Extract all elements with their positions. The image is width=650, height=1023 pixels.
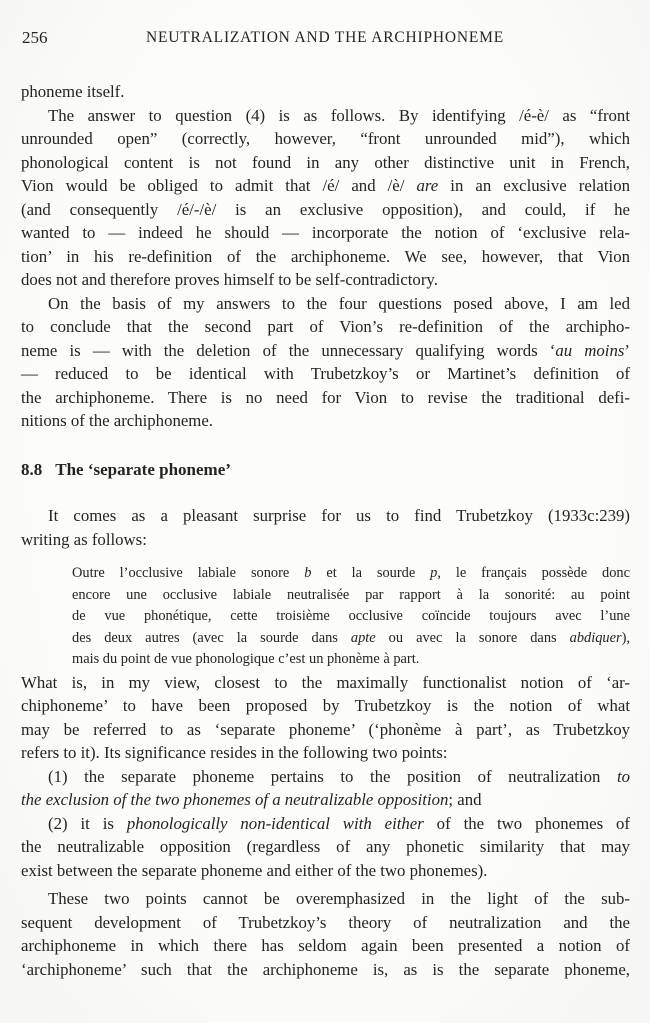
text-line: phonological content is not found in any other distinctive unit in French, xyxy=(21,152,630,172)
text-line: It comes as a pleasant surprise for us to find Trubetzkoy (1933c:239) xyxy=(48,506,630,525)
text-line: What is, in my view, closest to the maximally functionalist notion of ‘ar- xyxy=(21,672,630,692)
quote-line: des deux autres (avec la sourde dans apte ou avec la sonore dans abdiquer), xyxy=(72,629,630,646)
text-line: unrounded open” (correctly, however, “front unrounded mid”), which xyxy=(21,129,630,148)
paragraph-these-two-points xyxy=(21,887,630,981)
text-line: tion’ in his re-definition of the archiphoneme. We see, however, that Vion xyxy=(21,246,630,266)
text-line: The answer to question (4) is as follows. By identifying /é-è/ as “front xyxy=(48,105,630,125)
text-line: the exclusion of the two phonemes of a neutralizable opposition; and xyxy=(21,790,482,810)
text-line: writing as follows: xyxy=(21,529,147,549)
section-number: 8.8 xyxy=(21,459,43,479)
text-blocks xyxy=(21,80,630,981)
quote-line: de vue phonétique, cette troisième occlusive coïncide toujours avec l’une xyxy=(72,608,630,625)
text-line: to conclude that the second part of Vion’s re-definition of the archipho- xyxy=(21,317,630,336)
paragraph-continuation xyxy=(21,80,630,104)
text-line: chiphoneme’ to have been proposed by Trubetzkoy is the notion of what xyxy=(21,696,630,716)
french-block-quote xyxy=(72,563,630,671)
text-line: neme is — with the deletion of the unnecessary qualifying words ‘au moins’ xyxy=(21,340,630,360)
paragraph-what-is xyxy=(21,671,630,765)
point-1 xyxy=(21,765,630,812)
paragraph-it-comes xyxy=(21,504,630,551)
page-number: 256 xyxy=(22,28,48,47)
text-line: exist between the separate phoneme and either of the two phonemes). xyxy=(21,860,488,880)
text-line: (and consequently /é/-/è/ is an exclusive opposition), and could, if he xyxy=(21,199,630,219)
paragraph-on-the-basis xyxy=(21,292,630,433)
text-line: sequent development of Trubetzkoy’s theory of neutralization and the xyxy=(21,912,630,932)
quote-line: Outre l’occlusive labiale sonore b et la sourde p, le français possède donc xyxy=(72,565,631,581)
text-line: nitions of the archiphoneme. xyxy=(21,411,214,430)
text-line: archiphoneme in which there has seldom again been presented a notion of xyxy=(21,936,630,956)
quote-line: mais du point de vue phonologique c’est un phonème à part. xyxy=(72,651,420,668)
text-line: may be referred to as ‘separate phoneme’ (‘phonème à part’, as Trubetzkoy xyxy=(21,719,630,739)
text-line: phoneme itself. xyxy=(21,82,125,101)
text-line: (2) it is phonologically non-identical with either of the two phonemes of xyxy=(48,813,630,833)
paragraph-answer-question-4 xyxy=(21,104,630,292)
text-line: does not and therefore proves himself to be self-contradictory. xyxy=(21,270,438,289)
text-line: Vion would be obliged to admit that /é/ and /è/ are in an exclusive relation xyxy=(21,176,630,195)
section-heading-8-8 xyxy=(21,458,630,482)
text-line: ‘archiphoneme’ such that the archiphoneme is, as is the separate phoneme, xyxy=(21,959,630,979)
running-title: NEUTRALIZATION AND THE ARCHIPHONEME xyxy=(146,29,504,46)
text-line: — reduced to be identical with Trubetzkoy’s or Martinet’s definition of xyxy=(21,364,630,383)
text-line: These two points cannot be overemphasized in the light of the sub- xyxy=(48,889,630,909)
page-header xyxy=(0,29,650,49)
text-line: refers to it). Its significance resides in the following two points: xyxy=(21,743,448,763)
point-2 xyxy=(21,812,630,883)
section-title: The ‘separate phoneme’ xyxy=(55,459,231,479)
text-line: On the basis of my answers to the four questions posed above, I am led xyxy=(48,293,630,313)
text-line: the neutralizable opposition (regardless of any phonetic similarity that may xyxy=(21,837,630,857)
text-line: (1) the separate phoneme pertains to the position of neutralization to xyxy=(48,766,630,786)
quote-line: encore une occlusive labiale neutralisée par rapport à la sonorité: au point xyxy=(72,586,630,603)
text-line: the archiphoneme. There is no need for Vion to revise the traditional defi- xyxy=(21,387,630,407)
text-line: wanted to — indeed he should — incorporate the notion of ‘exclusive rela- xyxy=(21,223,630,242)
